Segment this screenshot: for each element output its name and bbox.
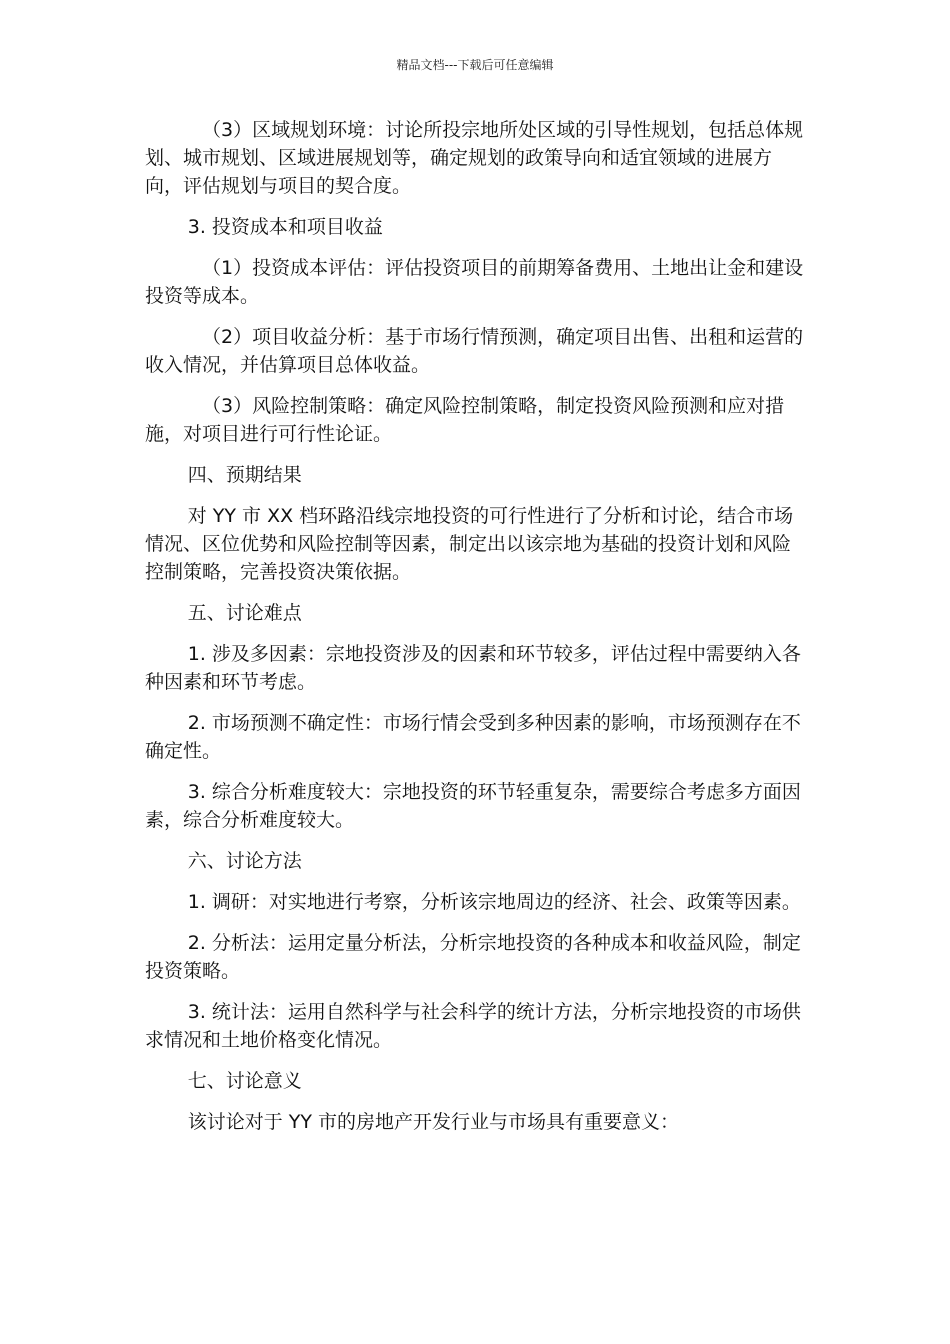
heading-difficulties: 五、讨论难点 bbox=[187, 602, 302, 624]
paragraph-significance: 该讨论对于 YY 市的房地产开发行业与市场具有重要意义： bbox=[187, 1111, 680, 1133]
heading-expected-results: 四、预期结果 bbox=[187, 464, 302, 486]
heading-methods: 六、讨论方法 bbox=[187, 850, 302, 872]
page-header: 精品文档---下载后可任意编辑 bbox=[396, 58, 554, 72]
paragraph-expected-results: 对 YY 市 XX 档环路沿线宗地投资的可行性进行了分析和讨论，结合市场情况、区位优势和风险控制等因素，制定出以该宗地为基础的投资计划和风险控制策略，完善投资决策依据。 bbox=[145, 505, 794, 583]
paragraph-risk-control: （3）风险控制策略：确定风险控制策略，制定投资风险预测和应对措施，对项目进行可行性论证。 bbox=[145, 395, 785, 445]
paragraph-method-2: 2. 分析法：运用定量分析法，分析宗地投资的各种成本和收益风险，制定投资策略。 bbox=[145, 932, 801, 982]
document-body bbox=[145, 116, 807, 1149]
paragraph-method-1: 1. 调研：对实地进行考察，分析该宗地周边的经济、社会、政策等因素。 bbox=[187, 891, 801, 913]
paragraph-return-analysis: （2）项目收益分析：基于市场行情预测，确定项目出售、出租和运营的收入情况，并估算项目总体收益。 bbox=[145, 326, 804, 376]
paragraph-regional-planning: （3）区域规划环境：讨论所投宗地所处区域的引导性规划，包括总体规划、城市规划、区域进展规划等，确定规划的政策导向和适宜领域的进展方向，评估规划与项目的契合度。 bbox=[145, 119, 804, 197]
paragraph-difficulty-2: 2. 市场预测不确定性：市场行情会受到多种因素的影响，市场预测存在不确定性。 bbox=[145, 712, 801, 762]
paragraph-difficulty-1: 1. 涉及多因素：宗地投资涉及的因素和环节较多，评估过程中需要纳入各种因素和环节考虑。 bbox=[145, 643, 801, 693]
paragraph-difficulty-3: 3. 综合分析难度较大：宗地投资的环节轻重复杂，需要综合考虑多方面因素，综合分析难度较大。 bbox=[145, 781, 801, 831]
paragraph-method-3: 3. 统计法：运用自然科学与社会科学的统计方法，分析宗地投资的市场供求情况和土地价格变化情况。 bbox=[145, 1001, 801, 1051]
heading-significance: 七、讨论意义 bbox=[187, 1070, 302, 1092]
paragraph-cost-evaluation: （1）投资成本评估：评估投资项目的前期筹备费用、土地出让金和建设投资等成本。 bbox=[145, 257, 804, 307]
heading-investment-cost-and-return: 3. 投资成本和项目收益 bbox=[187, 216, 383, 238]
